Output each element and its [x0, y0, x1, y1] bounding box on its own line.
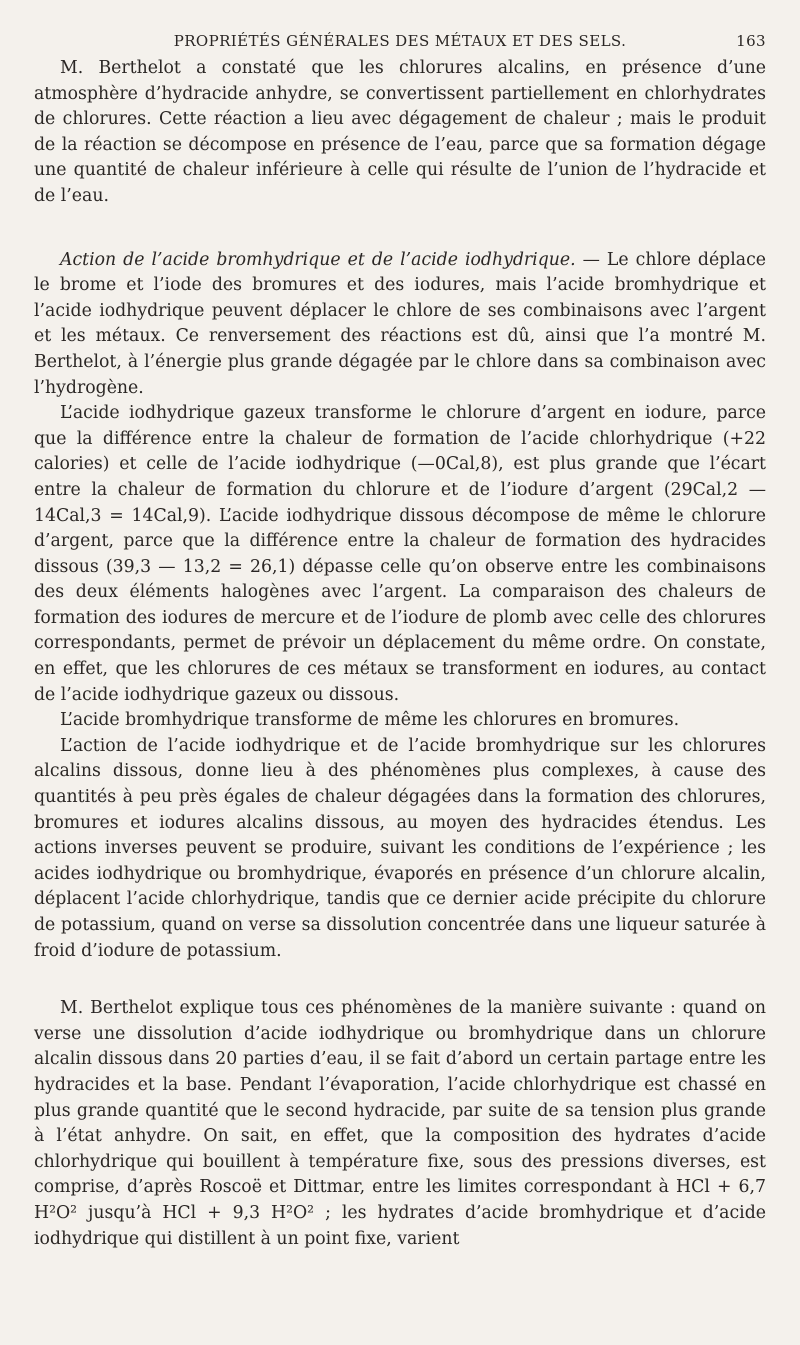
- section-spacer: [34, 210, 766, 248]
- paragraph-explication: M. Berthelot explique tous ces phénomènes de la manière suivante : quand on verse une dissolution d’acide iodhydrique ou bromhydrique dans un chlorure alcalin dissous dans 20 parties d’eau, il se fait d’abord un certain partage entre les hydracides et la base. Pendant l’évaporation, l’acide chlorhydrique est chassé en plus grande quantité que le second hydracide, par suite de sa tension plus grande à l’état anhydre. On sait, en effet, que la composition des hydrates d’acide chlorhydrique qui bouillent à température fixe, sous des pressions diverses, est comprise, d’après Roscoë et Dittmar, entre les limites correspondant à HCl + 6,7 H²O² jusqu’à HCl + 9,3 H²O² ; les hydrates d’acide bromhydrique et d’acide iodhydrique qui distillent à un point fixe, varient: [34, 998, 766, 1249]
- page-number: 163: [736, 32, 766, 50]
- section-text: — Le chlore déplace le brome et l’iode des bromures et des iodures, mais l’acide bromhydrique et l’acide iodhydrique peuvent déplacer le chlore de ses combinaisons avec l’argent et les métaux. Ce renversement des réactions est dû, ainsi que l’a montré M. Berthelot, à l’énergie plus grande dégagée par le chlore dans sa combinaison avec l’hydrogène.: [34, 249, 766, 398]
- paragraph-berthelot-chlorhydrates: M. Berthelot a constaté que les chlorures alcalins, en présence d’une atmosphère d’hydracide anhydre, se convertissent partiellement en chlorhydrates de chlorures. Cette réaction a lieu avec dégagement de chaleur ; mais le produit de la réaction se décompose en présence de l’eau, parce que sa formation dégage une quantité de chaleur inférieure à celle qui résulte de l’union de l’hydracide et de l’eau.: [34, 58, 766, 206]
- paragraph-action-hydracides: [34, 248, 766, 402]
- book-page: [34, 26, 766, 1252]
- paragraph-chlorures-alcalins: L’action de l’acide iodhydrique et de l’acide bromhydrique sur les chlorures alcalins dissous, donne lieu à des phénomènes plus complexes, à cause des quantités à peu près égales de chaleur dégagées dans la formation des chlorures, bromures et iodures alcalins dissous, au moyen des hydracides étendus. Les actions inverses peuvent se produire, suivant les conditions de l’expérience ; les acides iodhydrique ou bromhydrique, évaporés en présence d’un chlorure alcalin, déplacent l’acide chlorhydrique, tandis que ce dernier acide précipite du chlorure de potassium, quand on verse sa dissolution concentrée dans une liqueur saturée à froid d’iodure de potassium.: [34, 735, 766, 961]
- body-text: [34, 56, 766, 1252]
- running-head: [34, 26, 766, 56]
- section-spacer: [34, 964, 766, 996]
- running-title: PROPRIÉTÉS GÉNÉRALES DES MÉTAUX ET DES SELS.: [173, 32, 627, 50]
- paragraph-bromhydrique: L’acide bromhydrique transforme de même les chlorures en bromures.: [60, 710, 680, 731]
- paragraph-iodhydrique-argent: L’acide iodhydrique gazeux transforme le chlorure d’argent en iodure, parce que la différence entre la chaleur de formation de l’acide chlorhydrique (+22 calories) et celle de l’acide iodhydrique (—0Cal,8), est plus grande que l’écart entre la chaleur de formation du chlorure et de l’iodure d’argent (29Cal,2 — 14Cal,3 = 14Cal,9). L’acide iodhydrique dissous décompose de même le chlorure d’argent, parce que la différence entre la chaleur de formation des hydracides dissous (39,3 — 13,2 = 26,1) dépasse celle qu’on observe entre les combinaisons des deux éléments halogènes avec l’argent. La comparaison des chaleurs de formation des iodures de mercure et de l’iodure de plomb avec celle des chlorures correspondants, permet de prévoir un déplacement du même ordre. On constate, en effet, que les chlorures de ces métaux se transforment en iodures, au contact de l’acide iodhydrique gazeux ou dissous.: [34, 403, 766, 705]
- section-title: Action de l’acide bromhydrique et de l’acide iodhydrique.: [60, 249, 576, 270]
